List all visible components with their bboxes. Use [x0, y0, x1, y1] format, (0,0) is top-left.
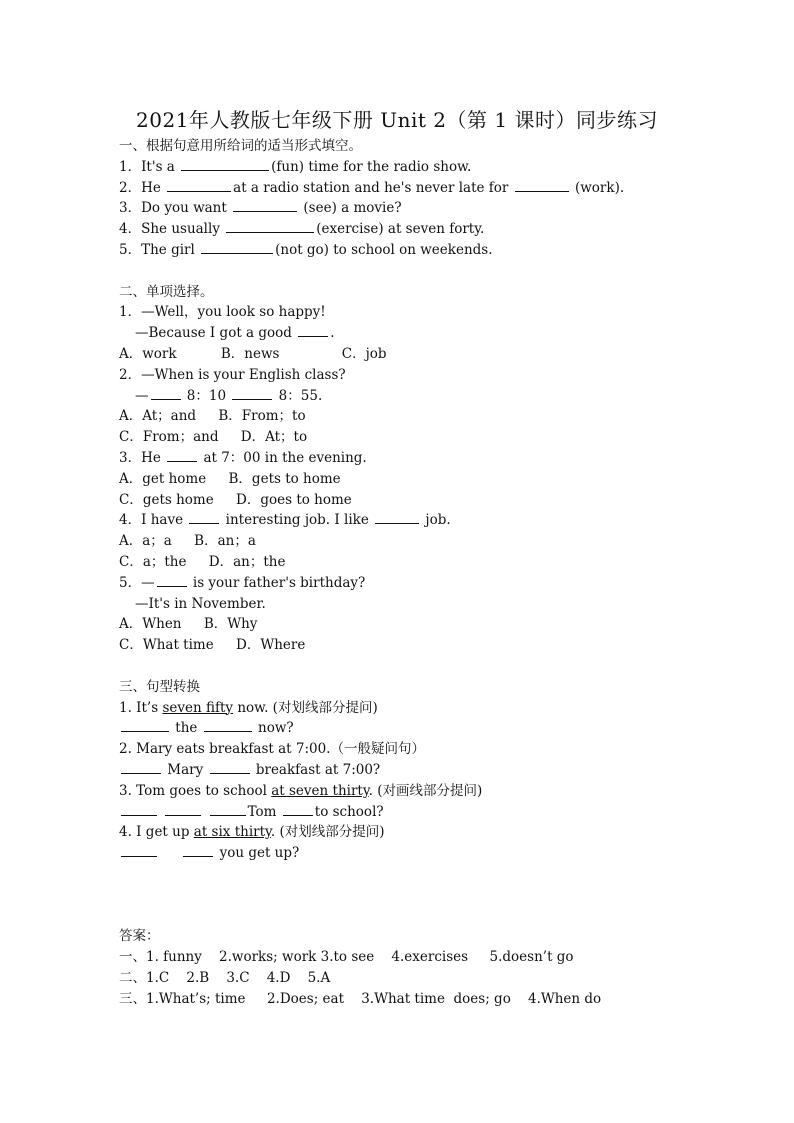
worksheet-content [119, 136, 719, 1009]
q-text: is your father's birthday? [192, 574, 366, 591]
answer-blank[interactable] [189, 510, 219, 524]
option-c[interactable]: C．gets home [119, 491, 214, 508]
option-c[interactable]: C．What time [119, 637, 214, 654]
q-text: — [135, 387, 149, 404]
q-hint: (not go) to school on weekends. [275, 241, 493, 258]
s2-q3-options-row1 [119, 469, 719, 490]
s2-q5-options-row2 [119, 635, 719, 656]
s2-q2-line2 [119, 386, 719, 407]
s2-q1-line2 [119, 323, 719, 344]
q-number: 5． [119, 241, 142, 258]
section3-heading: 三、句型转换 [119, 678, 200, 695]
underlined-phrase: at seven thirty [271, 782, 369, 799]
q-text: job. [425, 512, 451, 529]
answer-blank[interactable] [233, 198, 297, 212]
page-title: 2021年人教版七年级下册 Unit 2（第 1 课时）同步练习 [136, 108, 658, 132]
q-text: Tom [247, 803, 277, 820]
s3-q2-line2 [119, 760, 719, 781]
q-text: 3．He [119, 449, 161, 466]
q-text: 8：10 [186, 387, 227, 404]
answer-blank[interactable] [121, 718, 169, 732]
q-hint: (work). [574, 179, 625, 196]
s2-q5-options-row1 [119, 614, 719, 635]
option-a[interactable]: A．a；a [119, 533, 172, 550]
answers-section3: 三、1.What’s; time 2.Does; eat 3.What time does; go 4.When do [119, 990, 602, 1007]
s2-q3-options-row2 [119, 490, 719, 511]
s3-q1-line1 [119, 698, 719, 719]
answer-blank[interactable] [226, 219, 314, 233]
s2-q2-line1: 2．—When is your English class? [119, 366, 346, 383]
answer-blank[interactable] [121, 843, 157, 857]
q-text: She usually [141, 221, 220, 238]
option-d[interactable]: D．At；to [240, 429, 308, 446]
answer-blank[interactable] [232, 386, 272, 400]
s3-q3-line1 [119, 781, 719, 802]
answer-blank[interactable] [183, 843, 213, 857]
s1-question-4 [119, 219, 719, 240]
option-b[interactable]: B．From；to [218, 408, 306, 425]
s2-q1-line1: 1．—Well，you look so happy! [119, 304, 326, 321]
s3-q4-line2 [119, 843, 719, 864]
q-text: breakfast at 7:00? [255, 761, 381, 778]
q-text: interesting job. I like [225, 512, 369, 529]
option-b[interactable]: B．Why [203, 616, 258, 633]
s2-q4-options-row1 [119, 531, 719, 552]
answer-blank[interactable] [298, 323, 328, 337]
answer-blank[interactable] [167, 448, 197, 462]
underlined-phrase: seven fifty [162, 699, 234, 716]
s3-q1-line2 [119, 718, 719, 739]
section2-heading: 二、单项选择。 [119, 283, 214, 300]
q-text: It's a [141, 158, 175, 175]
q-text: 4. I get up [119, 824, 190, 841]
q-number: 1． [119, 158, 142, 175]
option-c[interactable]: C．job [341, 345, 387, 362]
option-c[interactable]: C．From；and [119, 429, 219, 446]
s1-question-1 [119, 157, 719, 178]
s3-q2-line1: 2. Mary eats breakfast at 7:00.（一般疑问句） [119, 741, 425, 758]
q-text: 8：55. [278, 387, 323, 404]
q-text: to school? [314, 803, 384, 820]
underlined-phrase: at six thirty [193, 824, 271, 841]
q-text: at a radio station and he's never late for [233, 179, 509, 196]
q-text: the [175, 720, 198, 737]
q-text: Mary [167, 761, 204, 778]
s2-q2-options-row2 [119, 427, 719, 448]
q-text: 4．I have [119, 512, 184, 529]
option-a[interactable]: A．get home [119, 470, 207, 487]
option-b[interactable]: B．gets to home [228, 470, 341, 487]
q-text: Do you want [141, 200, 227, 217]
q-text: now. (对划线部分提问) [237, 699, 378, 716]
s2-q5-line2: —It's in November. [135, 595, 266, 612]
option-b[interactable]: B．news [220, 345, 280, 362]
s1-question-3 [119, 198, 719, 219]
answer-blank[interactable] [283, 802, 313, 816]
spacer [119, 905, 719, 926]
option-d[interactable]: D．Where [236, 637, 306, 654]
s2-q2-options-row1 [119, 406, 719, 427]
s2-q1-options [119, 344, 719, 365]
spacer [119, 656, 719, 677]
answer-blank[interactable] [121, 802, 157, 816]
spacer [119, 261, 719, 282]
q-text: time for the radio show. [308, 158, 472, 175]
answer-blank[interactable] [375, 510, 419, 524]
q-text: 5．— [119, 574, 155, 591]
q-hint: (fun) [271, 158, 305, 175]
q-text: The girl [141, 241, 195, 258]
answers-heading: 答案： [119, 928, 160, 945]
answer-blank[interactable] [157, 573, 187, 587]
option-c[interactable]: C．a；the [119, 553, 187, 570]
spacer [119, 864, 719, 906]
option-b[interactable]: B．an；a [194, 533, 256, 550]
option-a[interactable]: A．At；and [119, 408, 197, 425]
q-hint: (see) a movie? [303, 200, 402, 217]
q-text: He [141, 179, 161, 196]
section1-heading: 一、根据句意用所给词的适当形式填空。 [119, 138, 362, 154]
answer-blank[interactable] [167, 178, 231, 192]
answer-blank[interactable] [201, 240, 273, 254]
q-text: . (对划线部分提问) [270, 824, 385, 841]
s1-question-2 [119, 178, 719, 199]
q-text: 3. Tom goes to school [119, 782, 267, 799]
answer-blank[interactable] [121, 760, 161, 774]
q-text: —Because I got a good [135, 325, 292, 342]
answer-blank[interactable] [515, 178, 569, 192]
option-a[interactable]: A．work [119, 345, 177, 362]
s2-q4-line1 [119, 510, 719, 531]
q-number: 3． [119, 200, 142, 217]
option-a[interactable]: A．When [119, 616, 182, 633]
s3-q3-line2 [119, 802, 719, 823]
option-d[interactable]: D．an；the [208, 553, 286, 570]
q-text: now? [258, 720, 294, 737]
answer-blank[interactable] [210, 802, 246, 816]
answer-blank[interactable] [210, 760, 250, 774]
s2-q5-line1 [119, 573, 719, 594]
answer-blank[interactable] [151, 386, 181, 400]
s3-q4-line1 [119, 822, 719, 843]
answers-section1: 一、1. funny 2.works; work 3.to see 4.exercises 5.doesn’t go [119, 949, 574, 966]
q-text: . [330, 325, 335, 342]
s2-q3-line1 [119, 448, 719, 469]
q-number: 4． [119, 221, 142, 238]
q-text: . (对画线部分提问) [368, 782, 483, 799]
answer-blank[interactable] [165, 802, 201, 816]
q-text: you get up? [219, 845, 300, 862]
q-number: 2． [119, 179, 142, 196]
q-text: 1. It’s [119, 699, 159, 716]
s2-q4-options-row2 [119, 552, 719, 573]
option-d[interactable]: D．goes to home [236, 491, 352, 508]
q-hint: (exercise) at seven forty. [316, 221, 485, 238]
q-text: at 7：00 in the evening. [203, 449, 367, 466]
answer-blank[interactable] [181, 157, 269, 171]
answers-section2: 二、1.C 2.B 3.C 4.D 5.A [119, 969, 331, 986]
s1-question-5 [119, 240, 719, 261]
answer-blank[interactable] [204, 718, 252, 732]
